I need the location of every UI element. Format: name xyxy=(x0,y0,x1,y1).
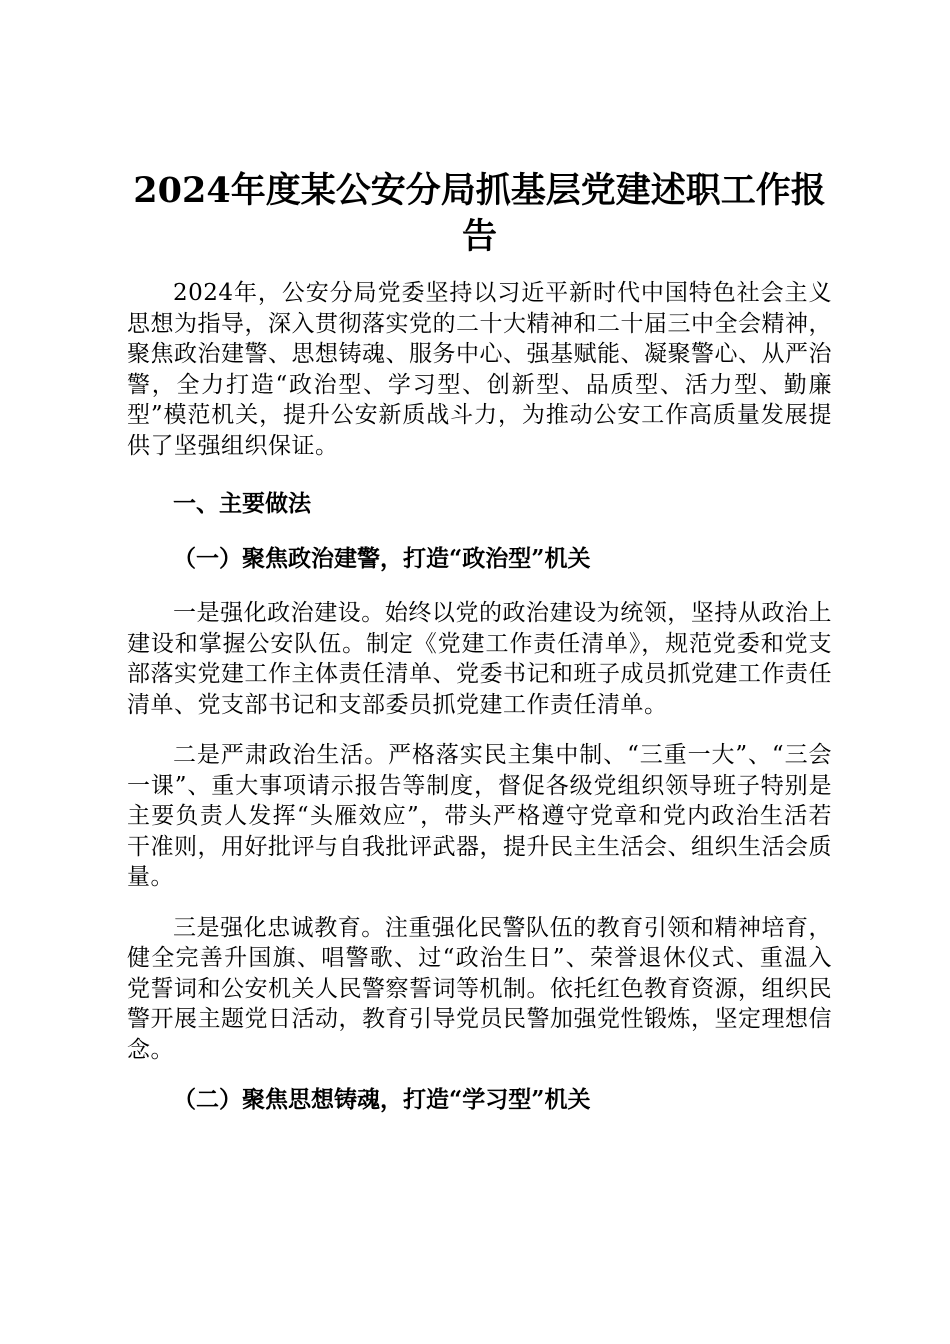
section-heading-main-practices: 一、主要做法 xyxy=(173,490,311,517)
paragraph-political-construction: 一是强化政治建设。始终以党的政治建设为统领，坚持从政治上建设和掌握公安队伍。制定《党建工作责任清单》，规范党委和党支部落实党建工作主体责任清单、党委书记和班子成员抓党建工作责任清单、党支部书记和支部委员抓党建工作责任清单。 xyxy=(127,600,832,718)
subsection-heading-political: （一）聚焦政治建警，打造“政治型”机关 xyxy=(173,544,591,572)
document-page xyxy=(127,168,832,1140)
subsection-heading-learning: （二）聚焦思想铸魂，打造“学习型”机关 xyxy=(173,1086,591,1113)
paragraph-political-life: 二是严肃政治生活。严格落实民主集中制、“三重一大”、“三会一课”、重大事项请示报告等制度，督促各级党组织领导班子特别是主要负责人发挥“头雁效应”，带头严格遵守党章和党内政治生活若干准则，用好批评与自我批评武器，提升民主生活会、组织生活会质量。 xyxy=(127,742,832,890)
paragraph-loyalty-education: 三是强化忠诚教育。注重强化民警队伍的教育引领和精神培育，健全完善升国旗、唱警歌、过“政治生日”、荣誉退休仪式、重温入党誓词和公安机关人民警察誓词等机制。依托红色教育资源，组织民警开展主题党日活动，教育引导党员民警加强党性锻炼，坚定理想信念。 xyxy=(127,914,832,1063)
document-title: 2024年度某公安分局抓基层党建述职工作报告 xyxy=(133,170,826,257)
intro-paragraph: 2024年，公安分局党委坚持以习近平新时代中国特色社会主义思想为指导，深入贯彻落实党的二十大精神和二十届三中全会精神，聚焦政治建警、思想铸魂、服务中心、强基赋能、凝聚警心、从严治警，全力打造“政治型、学习型、创新型、品质型、活力型、勤廉型”模范机关，提升公安新质战斗力，为推动公安工作高质量发展提供了坚强组织保证。 xyxy=(127,280,832,459)
